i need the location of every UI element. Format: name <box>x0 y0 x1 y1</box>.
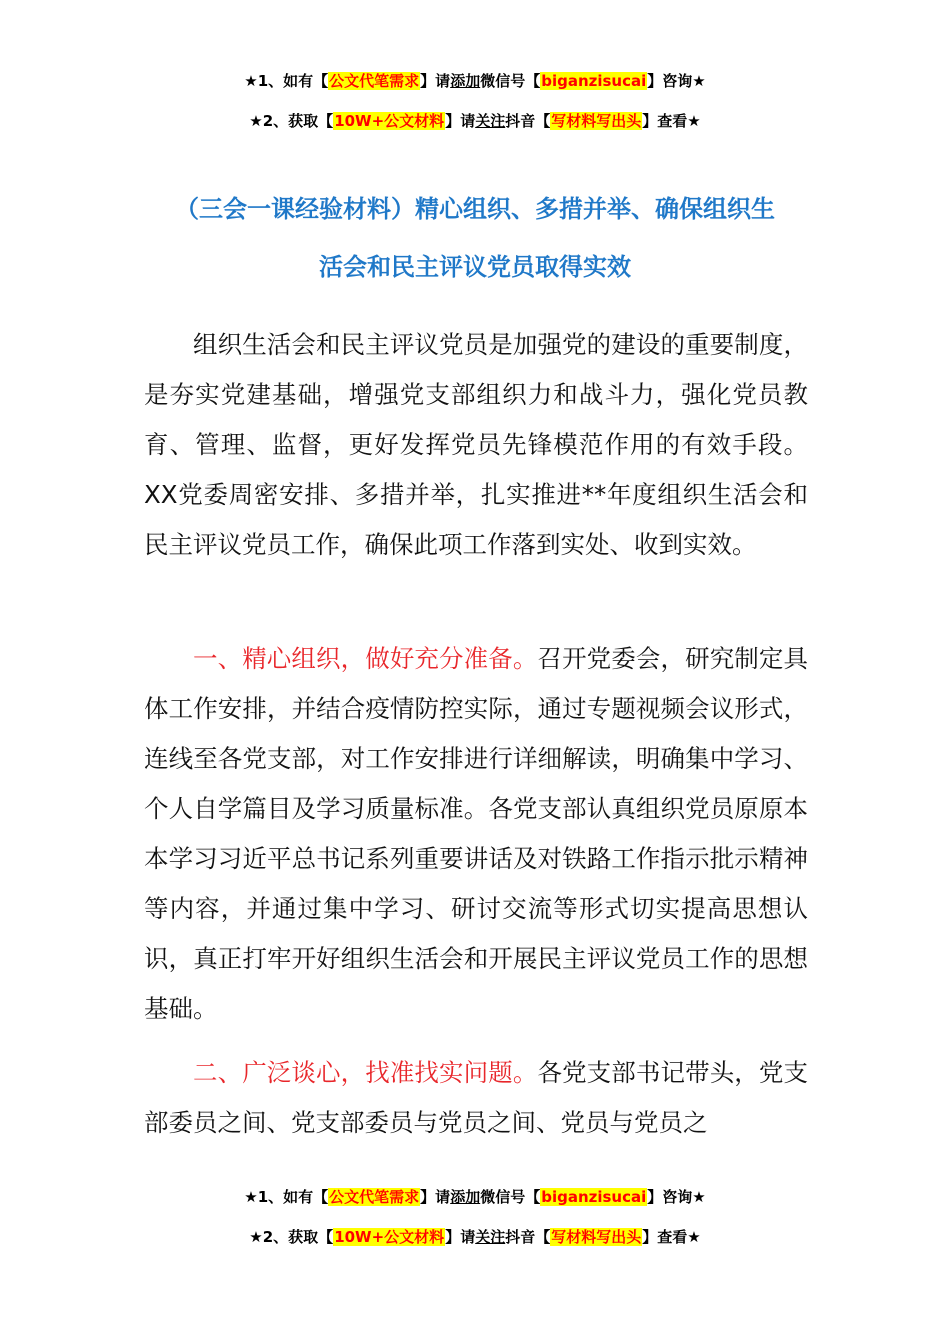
section-1-body: 召开党委会，研究制定具体工作安排，并结合疫情防控实际，通过专题视频会议形式，连线至各党支部，对工作安排进行详细解读，明确集中学习、个人自学篇目及学习质量标准。各党支部认真组织党员原原本本学习习近平总书记系列重要讲话及对铁路工作指示批示精神等内容，并通过集中学习、研讨交流等形式切实提高思想认识，真正打牢开好组织生活会和开展民主评议党员工作的思想基础。 <box>144 644 809 1023</box>
ad-text: 抖音【 <box>505 1228 551 1246</box>
ad-highlight: 写材料写出头 <box>551 112 642 130</box>
ad-highlight: 公文代笔需求 <box>329 1188 420 1206</box>
ad-highlight: 10W+公文材料 <box>334 1228 445 1246</box>
ad-text: 】请 <box>420 1188 451 1206</box>
title-line-1: （三会一课经验材料）精心组织、多措并举、确保组织生 <box>175 195 775 223</box>
ad-text: 】请 <box>445 112 476 130</box>
ad-highlight: biganzisucai <box>541 1188 647 1206</box>
ad-highlight: 公文代笔需求 <box>329 72 420 90</box>
ad-line-1-bottom <box>0 1186 950 1208</box>
ad-text: 】请 <box>420 72 451 90</box>
ad-text: ★2、获取【 <box>249 1228 334 1246</box>
ad-text: ★2、获取【 <box>249 112 334 130</box>
section-2-body: 各党支部书记带头，党支部委员之间、党支部委员与党员之间、党员与党员之 <box>144 1058 809 1137</box>
ad-text: 微信号【 <box>480 1188 541 1206</box>
ad-text: 】查看★ <box>642 1228 701 1246</box>
ad-text: 】请 <box>445 1228 476 1246</box>
ad-line-2-bottom <box>0 1226 950 1248</box>
ad-underline: 关注 <box>475 1228 506 1246</box>
ad-line-2-top <box>0 110 950 132</box>
ad-text: 微信号【 <box>480 72 541 90</box>
ad-highlight: biganzisucai <box>541 72 647 90</box>
ad-text: ★1、如有【 <box>244 1188 329 1206</box>
section-1-heading: 一、精心组织，做好充分准备。 <box>193 644 538 673</box>
paragraph-intro: 组织生活会和民主评议党员是加强党的建设的重要制度，是夯实党建基础，增强党支部组织力和战斗力，强化党员教育、管理、监督，更好发挥党员先锋模范作用的有效手段。XX党委周密安排、多措并举，扎实推进**年度组织生活会和民主评议党员工作，确保此项工作落到实处、收到实效。 <box>144 330 808 559</box>
ad-text: 】咨询★ <box>647 1188 706 1206</box>
ad-underline: 关注 <box>475 112 506 130</box>
ad-underline: 添加 <box>450 72 481 90</box>
ad-highlight: 写材料写出头 <box>551 1228 642 1246</box>
ad-text: 抖音【 <box>505 112 551 130</box>
ad-text: 】查看★ <box>642 112 701 130</box>
ad-text: ★1、如有【 <box>244 72 329 90</box>
document-title <box>120 180 830 296</box>
ad-highlight: 10W+公文材料 <box>334 112 445 130</box>
section-2-heading: 二、广泛谈心，找准找实问题。 <box>193 1058 538 1087</box>
ad-underline: 添加 <box>450 1188 481 1206</box>
paragraph-section-2 <box>144 1048 808 1148</box>
title-line-2: 活会和民主评议党员取得实效 <box>319 253 631 281</box>
ad-text: 】咨询★ <box>647 72 706 90</box>
ad-line-1-top <box>0 70 950 92</box>
paragraph-section-1 <box>144 634 808 1034</box>
